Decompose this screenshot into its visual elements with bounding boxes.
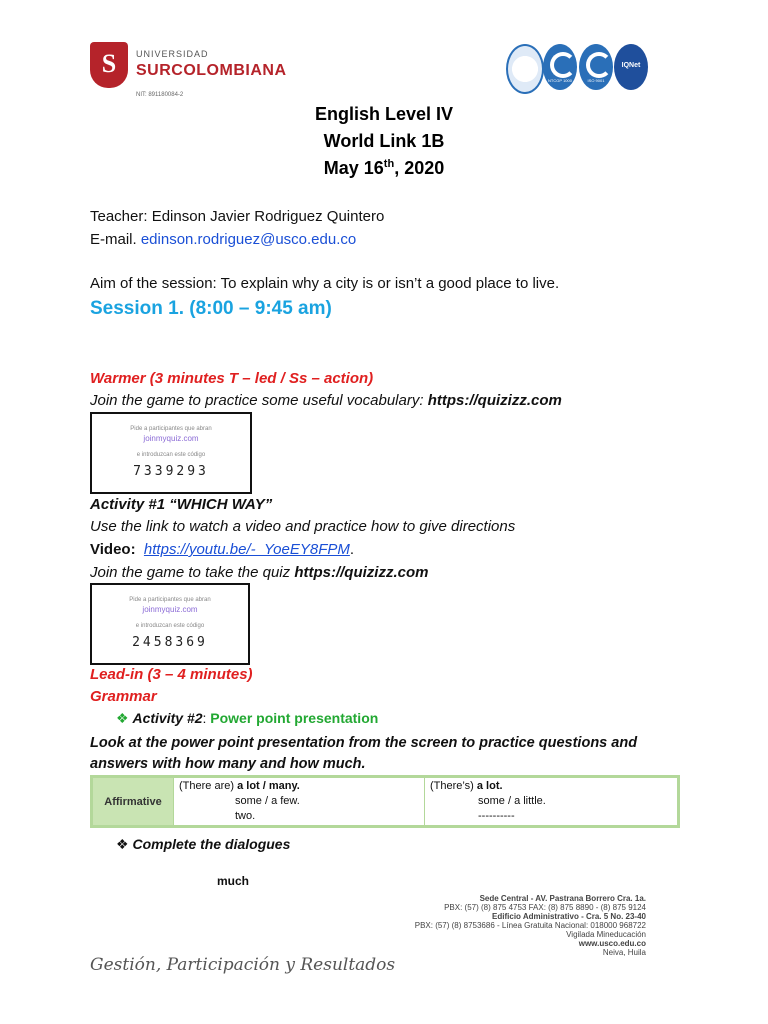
table-cell-much: (There’s) a lot. some / a little. ----------: [425, 777, 679, 827]
complete-line: ❖ Complete the dialogues: [116, 836, 291, 852]
activity1-text: Use the link to watch a video and practice how to give directions: [90, 518, 516, 535]
logo-name: SURCOLOMBIANA: [136, 62, 287, 79]
warmer-heading: Warmer (3 minutes T – led / Ss – action): [90, 370, 374, 387]
grammar-heading: Grammar: [90, 688, 157, 705]
bullet-icon: ❖: [116, 836, 129, 852]
quizizz-link[interactable]: https://quizizz.com: [294, 564, 429, 581]
grammar-table: [90, 775, 680, 828]
icontec-icon: NTCGP 1000: [543, 44, 577, 90]
logo-shield-icon: S: [90, 42, 128, 88]
activity1-heading: Activity #1 “WHICH WAY”: [90, 496, 273, 513]
instruction-text: Look at the power point presentation from the screen to practice questions and answers with how many and how much.: [90, 735, 638, 772]
course-title: English Level IV: [314, 104, 454, 124]
quiz-code-box: Pide a participantes que abran joinmyquiz.com e introduzcan este código 7339293: [90, 412, 252, 494]
row-label: Affirmative: [92, 777, 174, 827]
warmer-text: Join the game to practice some useful vocabulary: https://quizizz.com: [90, 392, 562, 409]
bullet-icon: ❖: [116, 710, 129, 726]
activity2-title: Power point presentation: [210, 710, 379, 726]
email-link[interactable]: edinson.rodriguez@usco.edu.co: [140, 231, 357, 248]
nit-number: NIT: 891180084-2: [136, 92, 184, 98]
session-aim: Aim of the session: To explain why a city is or isn’t a good place to live.: [90, 275, 560, 292]
quiz-code: 2458369: [132, 635, 208, 650]
activity2-line: ❖ Activity #2: Power point presentation: [116, 710, 379, 726]
quiz-code-box: Pide a participantes que abran joinmyquiz.com e introduzcan este código 2458369: [90, 583, 250, 665]
quizizz-link[interactable]: https://quizizz.com: [427, 392, 562, 409]
footer-address: Sede Central - AV. Pastrana Borrero Cra. 1a. PBX: (57) (8) 875 4753 FAX: (8) 875 8890 - (8) 875 9124 Edificio Administrativo - Cra. 5 No. 23-40 PBX: (57) (8) 8753686 - Línea Gratuita Nacional: 018000 968722 Vigilada Mineducación www.usco.edu.co Neiva, Huila: [414, 894, 646, 957]
teacher-email-line: [90, 231, 356, 248]
video-link[interactable]: https://youtu.be/-_YoeEY8FPM: [143, 541, 350, 558]
seal-icon: [506, 44, 544, 94]
book-title: World Link 1B: [323, 131, 445, 151]
quiz-text: Join the game to take the quiz https://quizizz.com: [90, 564, 429, 581]
video-line: Video: https://youtu.be/-_YoeEY8FPM.: [90, 541, 355, 558]
video-label: Video:: [90, 541, 136, 558]
teacher-name: Teacher: Edinson Javier Rodriguez Quintero: [90, 208, 385, 225]
footer-slogan: Gestión, Participación y Resultados: [90, 955, 396, 975]
email-label: E-mail.: [90, 231, 137, 248]
iqnet-icon: IQNet: [614, 44, 648, 90]
quiz-code: 7339293: [133, 464, 209, 479]
certification-logos: [506, 44, 648, 92]
much-word: much: [217, 874, 250, 888]
logo-subtitle: UNIVERSIDAD: [136, 49, 209, 59]
session-heading: Session 1. (8:00 – 9:45 am): [90, 298, 332, 319]
icontec-icon: ISO 9001: [579, 44, 613, 90]
table-cell-many: (There are) a lot / many. some / a few. two.: [174, 777, 425, 827]
session-date: May 16th, 2020: [323, 158, 445, 178]
leadin-heading: Lead-in (3 – 4 minutes): [90, 666, 253, 683]
university-logo: [90, 42, 287, 98]
